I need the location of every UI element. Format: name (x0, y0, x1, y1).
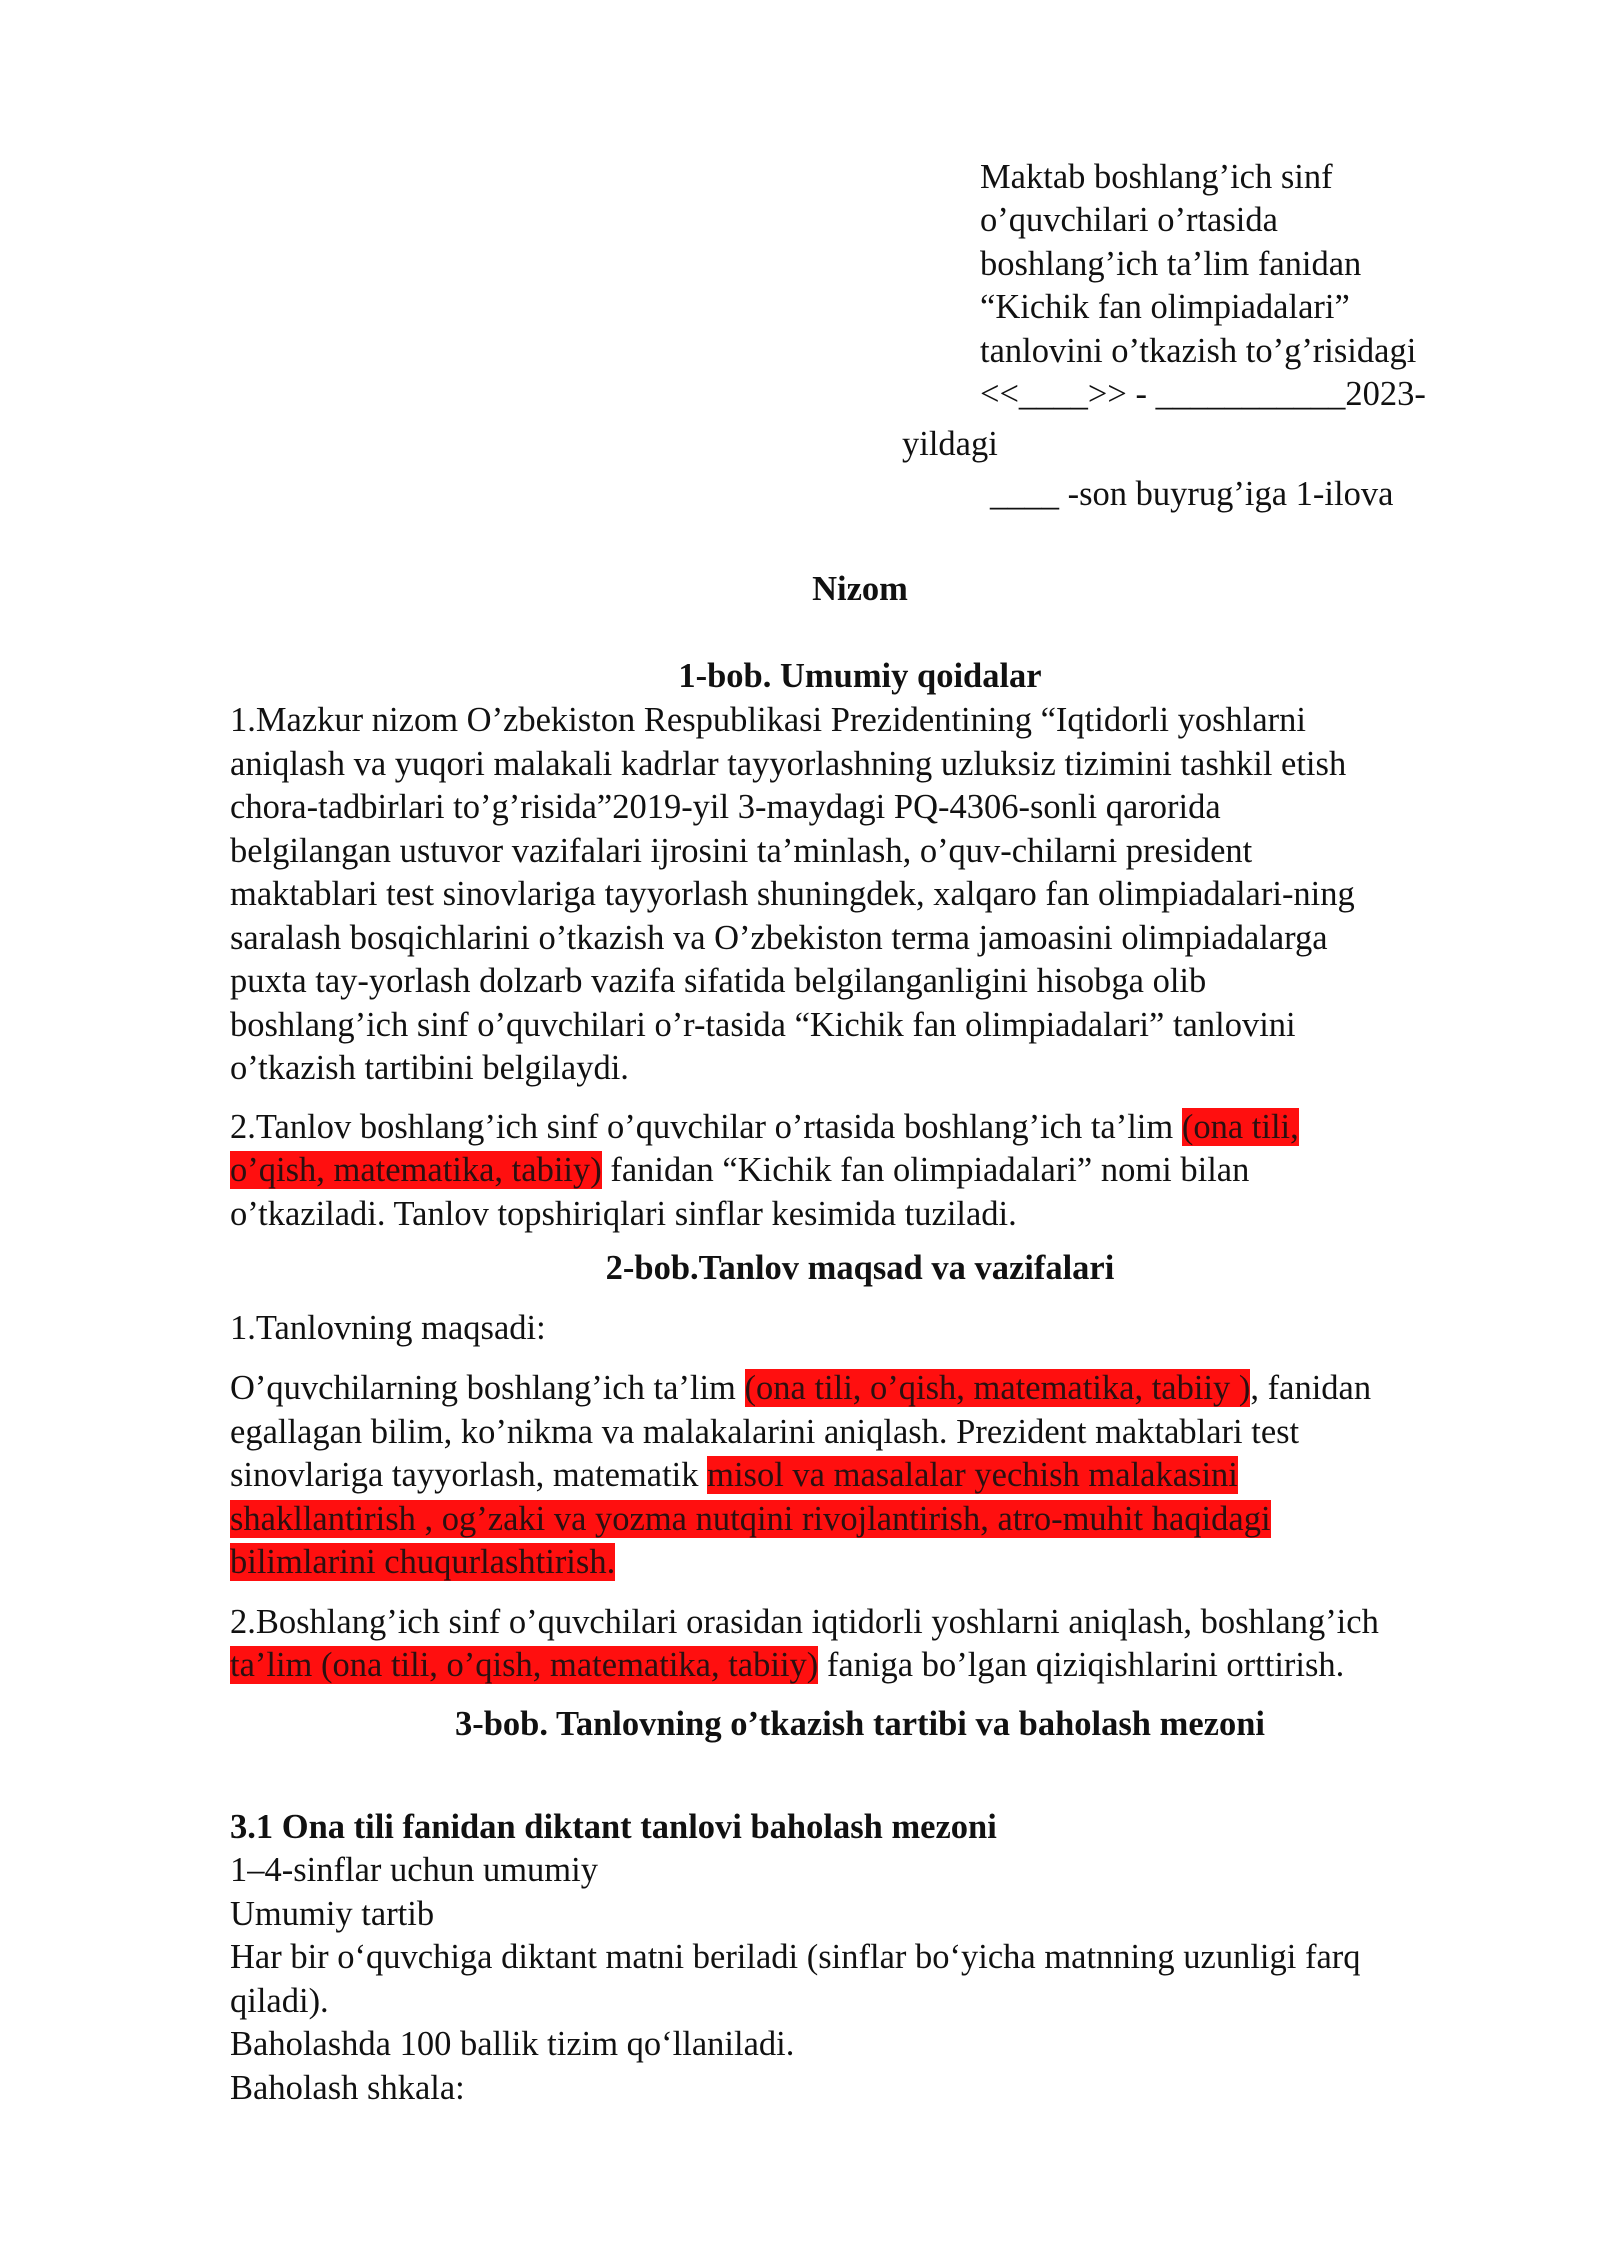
text-segment: fanidan “Kichik fan olimpiadalari” nomi bilan (601, 1151, 1250, 1189)
paragraph-line: qiladi). (230, 1982, 329, 2020)
chapter-heading: 3-bob. Tanlovning o’tkazish tartibi va baholash mezoni (455, 1705, 1265, 1743)
text-segment: sinovlariga tayyorlash, matematik (230, 1456, 708, 1494)
paragraph-line: 1.Mazkur nizom O’zbekiston Respublikasi Prezidentining “Iqtidorli yoshlarni (230, 701, 1307, 739)
paragraph-line (230, 1366, 1371, 1410)
text-segment: O’quvchilarning boshlang’ich ta’lim (230, 1369, 745, 1407)
paragraph-line: egallagan bilim, ko’nikma va malakalarini aniqlash. Prezident maktablari test (230, 1413, 1300, 1451)
paragraph-line: maktablari test sinovlariga tayyorlash shuningdek, xalqaro fan olimpiadalari-ning (230, 875, 1355, 913)
paragraph-line: chora-tadbirlari to’g’risida”2019-yil 3-maydagi PQ-4306-sonli qarorida (230, 788, 1221, 826)
highlighted-text: (ona tili, (1181, 1108, 1299, 1146)
header-line: o’quvchilari o’rtasida (980, 201, 1278, 239)
paragraph-line: Baholash shkala: (230, 2069, 465, 2107)
header-line: tanlovini o’tkazish to’g’risidagi (980, 332, 1417, 370)
header-line: boshlang’ich ta’lim fanidan (980, 245, 1362, 283)
header-line: “Kichik fan olimpiadalari” (980, 288, 1350, 326)
paragraph-line: boshlang’ich sinf o’quvchilari o’r-tasida “Kichik fan olimpiadalari” tanlovini (230, 1006, 1296, 1044)
paragraph-line: 1–4-sinflar uchun umumiy (230, 1851, 598, 1889)
chapter-heading: 2-bob.Tanlov maqsad va vazifalari (605, 1249, 1115, 1287)
paragraph-line: saralash bosqichlarini o’tkazish va O’zbekiston terma jamoasini olimpiadalarga (230, 919, 1328, 957)
paragraph-line: aniqlash va yuqori malakali kadrlar tayyorlashning uzluksiz tizimini tashkil etish (230, 745, 1347, 783)
paragraph-line: o’tkaziladi. Tanlov topshiriqlari sinflar kesimida tuziladi. (230, 1195, 1017, 1233)
paragraph-line (230, 1105, 1299, 1149)
goal-label: 1.Tanlovning maqsadi: (230, 1309, 546, 1347)
highlighted-text: bilimlarini chuqurlashtirish. (230, 1543, 616, 1581)
highlighted-text: ta’lim (ona tili, o’qish, matematika, tabiiy) (230, 1646, 819, 1684)
highlighted-text: shakllantirish , og’zaki va yozma nutqini rivojlantirish, atro-muhit haqidagi (230, 1500, 1271, 1538)
paragraph-line (230, 1540, 615, 1584)
paragraph-line: 2.Boshlang’ich sinf o’quvchilari orasidan iqtidorli yoshlarni aniqlash, boshlang’ich (230, 1603, 1379, 1641)
header-line: yildagi (902, 425, 998, 463)
highlighted-text: o’qish, matematika, tabiiy) (230, 1151, 602, 1189)
header-line: <<____>> - ___________2023- (980, 375, 1426, 413)
text-segment: , fanidan (1250, 1369, 1372, 1407)
paragraph-line: Har bir o‘quvchiga diktant matni beriladi (sinflar bo‘yicha matnning uzunligi farq (230, 1938, 1361, 1976)
paragraph-line (230, 1643, 1344, 1687)
highlighted-text: (ona tili, o’qish, matematika, tabiiy ) (744, 1369, 1251, 1407)
highlighted-text: misol va masalalar yechish malakasini (707, 1456, 1238, 1494)
chapter-heading: 1-bob. Umumiy qoidalar (678, 657, 1042, 695)
paragraph-line: belgilangan ustuvor vazifalari ijrosini ta’minlash, o’quv-chilarni president (230, 832, 1253, 870)
document-title: Nizom (812, 570, 908, 608)
text-segment: faniga bo’lgan qiziqishlarini orttirish. (818, 1646, 1345, 1684)
header-line: Maktab boshlang’ich sinf (980, 158, 1333, 196)
header-line: ____ -son buyrug’iga 1-ilova (990, 475, 1394, 513)
paragraph-line (230, 1148, 1249, 1192)
paragraph-line: Umumiy tartib (230, 1895, 435, 1933)
paragraph-line: puxta tay-yorlash dolzarb vazifa sifatida belgilanganligini hisobga olib (230, 962, 1207, 1000)
text-segment: 2.Tanlov boshlang’ich sinf o’quvchilar o’rtasida boshlang’ich ta’lim (230, 1108, 1182, 1146)
paragraph-line (230, 1497, 1271, 1541)
paragraph-line: o’tkazish tartibini belgilaydi. (230, 1049, 629, 1087)
paragraph-line: Baholashda 100 ballik tizim qo‘llaniladi. (230, 2025, 795, 2063)
section-heading: 3.1 Ona tili fanidan diktant tanlovi baholash mezoni (230, 1808, 997, 1846)
paragraph-line (230, 1453, 1238, 1497)
